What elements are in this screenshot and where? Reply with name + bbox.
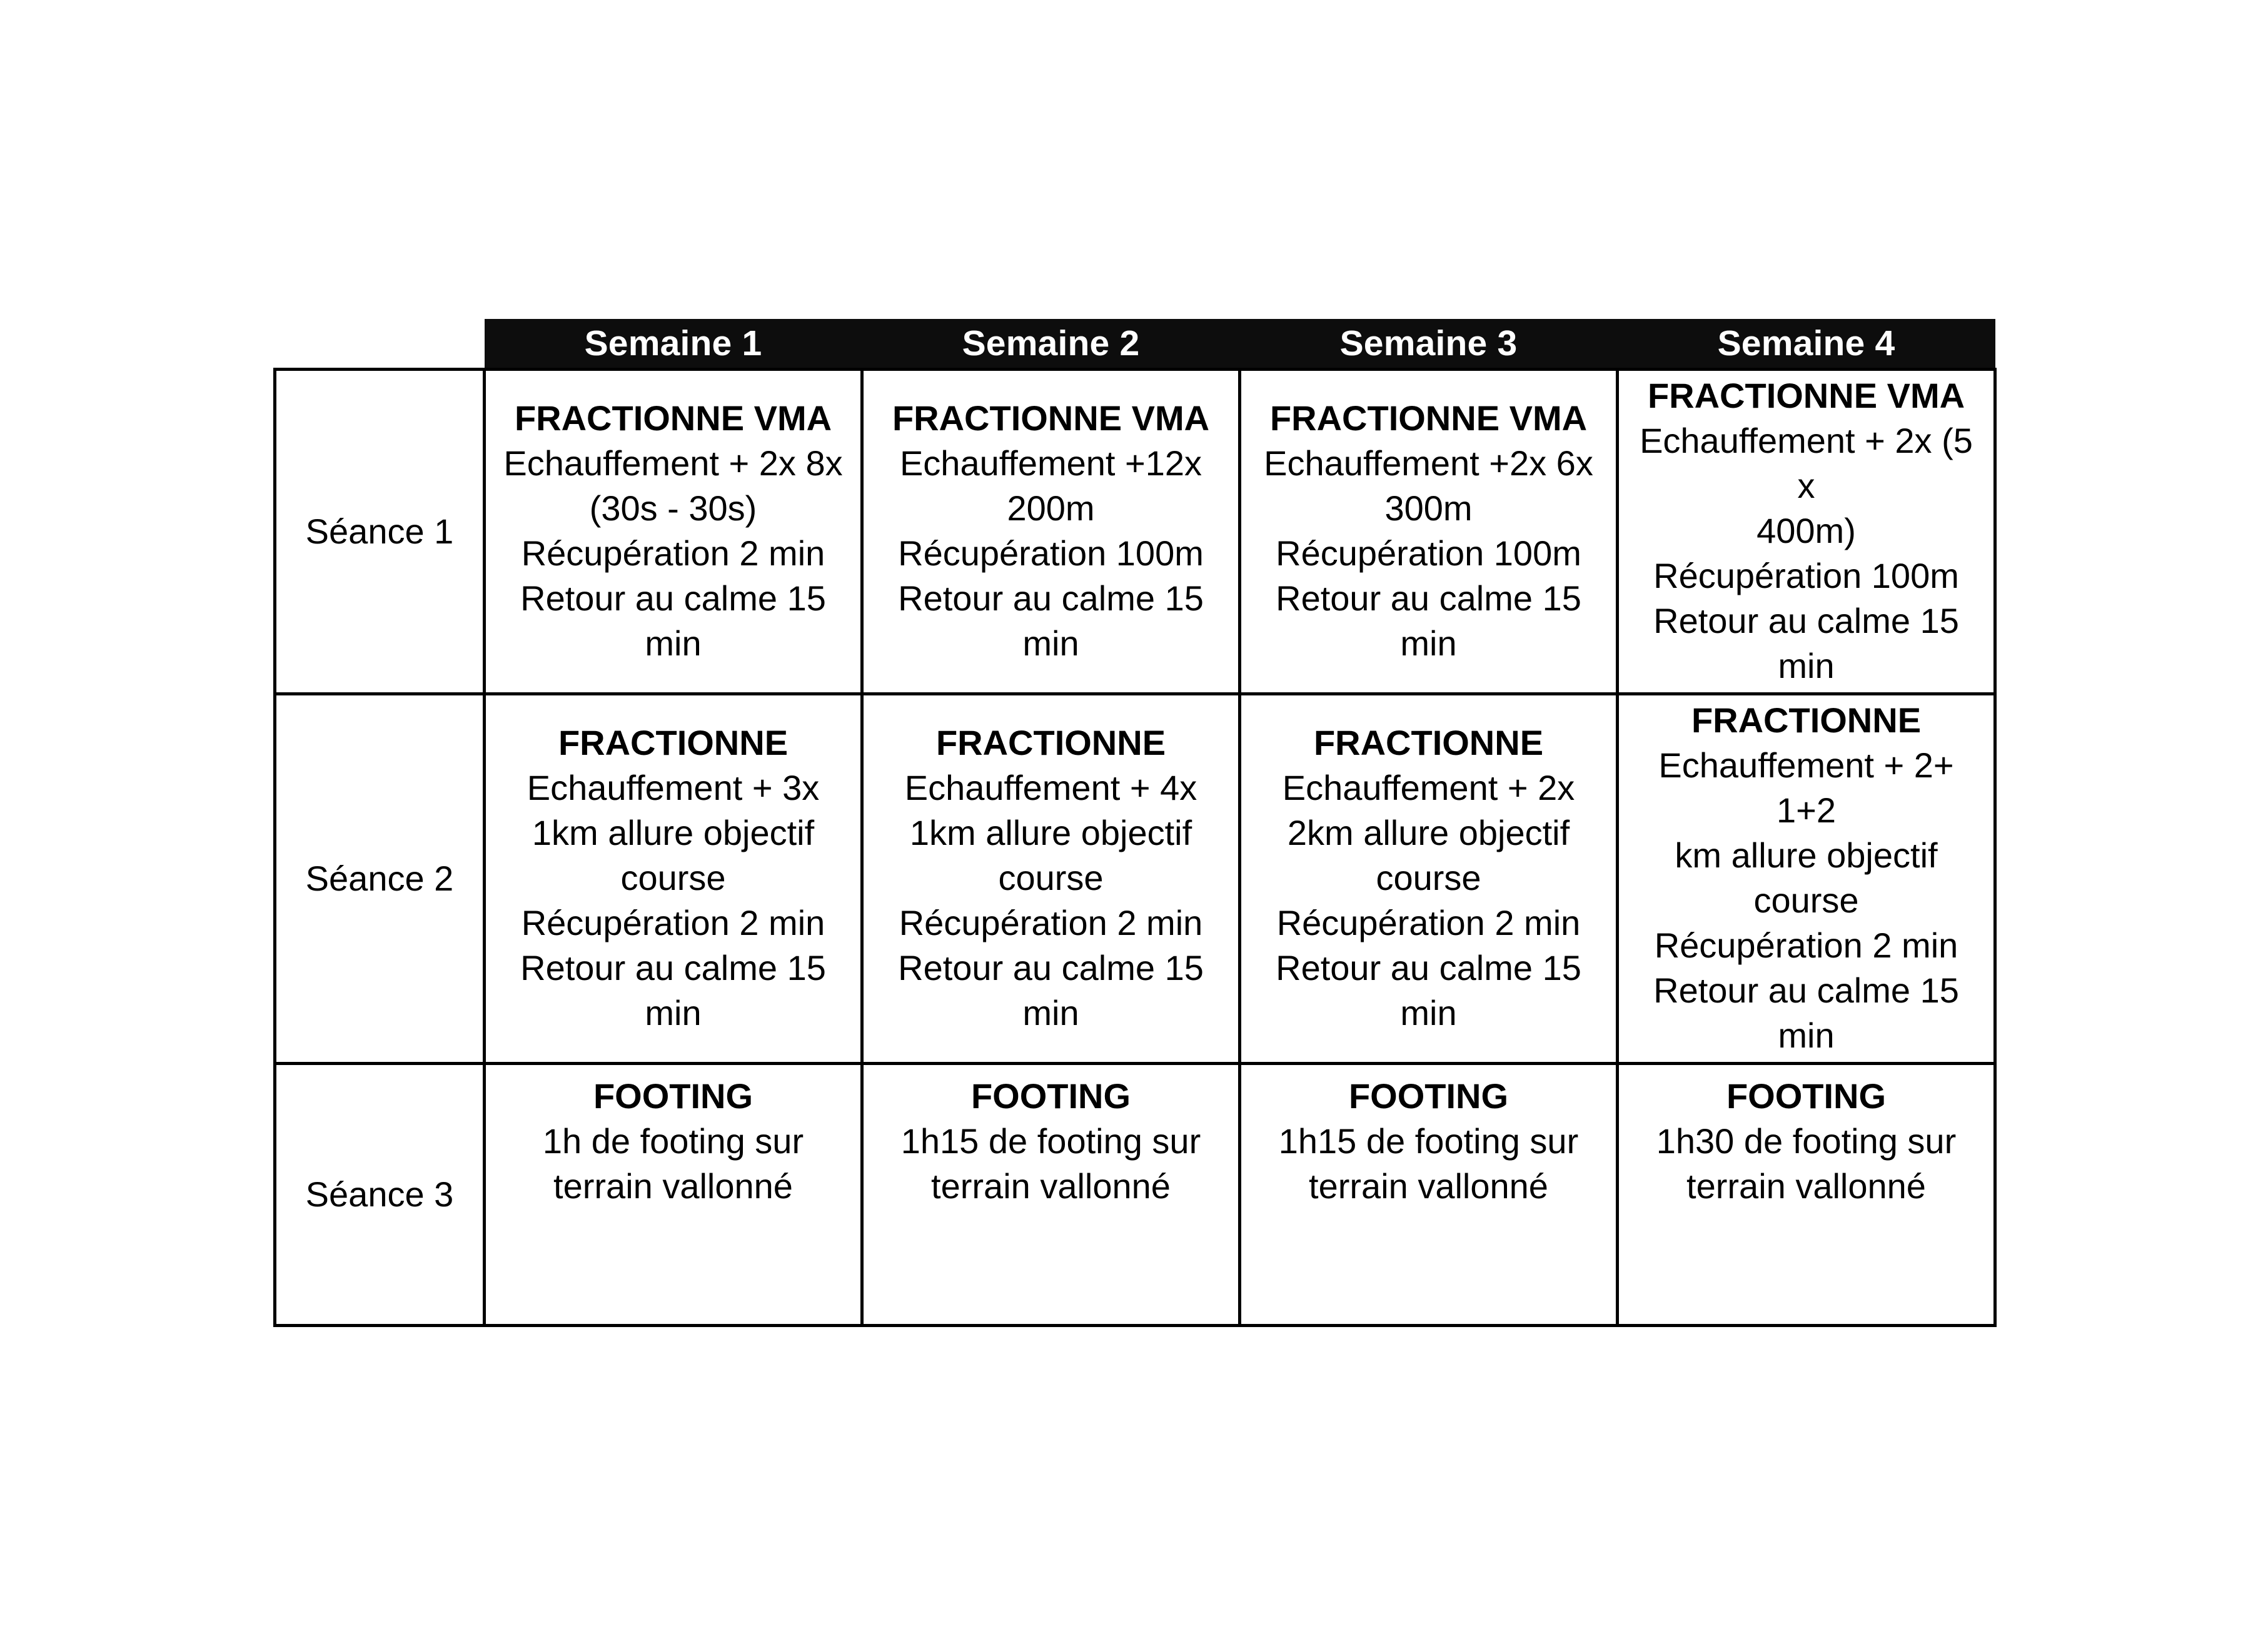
cell-line: 1h30 de footing sur <box>1656 1121 1957 1161</box>
cell-seance2-semaine1 <box>485 694 862 1064</box>
header-row <box>275 319 1995 370</box>
column-header-semaine-2: Semaine 2 <box>862 319 1240 370</box>
table-body <box>275 370 1995 1326</box>
cell-title: FRACTIONNE <box>935 723 1166 762</box>
cell-line: Retour au calme 15 <box>1276 948 1581 987</box>
cell-line: Echauffement + 2x <box>1282 768 1575 807</box>
cell-line: 200m <box>1007 488 1095 528</box>
cell-seance1-semaine3 <box>1240 370 1618 694</box>
cell-title: FRACTIONNE VMA <box>1269 398 1588 438</box>
cell-line: 300m <box>1384 488 1473 528</box>
cell-line: 1km allure objectif <box>532 813 815 852</box>
cell-line: 1h15 de footing sur <box>900 1121 1201 1161</box>
cell-line: Retour au calme 15 <box>1276 578 1581 618</box>
cell-line: course <box>620 858 726 897</box>
cell-line: min <box>1400 624 1457 663</box>
cell-line: min <box>1400 993 1457 1033</box>
column-header-semaine-4: Semaine 4 <box>1618 319 1995 370</box>
cell-title: FOOTING <box>1726 1076 1887 1116</box>
cell-title: FRACTIONNE <box>558 723 789 762</box>
cell-line: Récupération 2 min <box>521 903 825 942</box>
cell-line: Retour au calme 15 <box>1653 971 1959 1010</box>
cell-line: Retour au calme 15 <box>520 948 826 987</box>
cell-seance1-semaine4 <box>1618 370 1995 694</box>
cell-line: Retour au calme 15 <box>1653 601 1959 640</box>
cell-line: 2km allure objectif <box>1287 813 1570 852</box>
cell-seance3-semaine3 <box>1240 1064 1618 1326</box>
plan-table <box>273 319 1997 1327</box>
table-row <box>275 694 1995 1064</box>
row-label-seance-3: Séance 3 <box>275 1064 485 1326</box>
cell-seance3-semaine2 <box>862 1064 1240 1326</box>
table-row <box>275 370 1995 694</box>
cell-line: terrain vallonné <box>553 1166 793 1206</box>
cell-seance3-semaine1 <box>485 1064 862 1326</box>
cell-line: Echauffement +12x <box>899 443 1202 483</box>
cell-line: Echauffement + 2+ 1+2 <box>1658 745 1954 830</box>
cell-line: min <box>1022 624 1079 663</box>
cell-line: min <box>1022 993 1079 1033</box>
cell-line: Récupération 2 min <box>1654 926 1958 965</box>
cell-line: 1h15 de footing sur <box>1278 1121 1579 1161</box>
cell-line: Echauffement + 2x (5 x <box>1640 421 1973 505</box>
cell-line: min <box>645 993 702 1033</box>
cell-title: FRACTIONNE VMA <box>892 398 1210 438</box>
cell-title: FRACTIONNE VMA <box>514 398 832 438</box>
cell-seance2-semaine4 <box>1618 694 1995 1064</box>
cell-line: 1km allure objectif <box>909 813 1192 852</box>
training-plan-table <box>273 319 1995 1306</box>
cell-line: Echauffement + 2x 8x <box>503 443 843 483</box>
cell-line: 1h de footing sur <box>542 1121 804 1161</box>
cell-line: km allure objectif <box>1675 836 1938 875</box>
table-header <box>275 319 1995 370</box>
cell-line: min <box>1778 646 1835 685</box>
cell-seance3-semaine4 <box>1618 1064 1995 1326</box>
column-header-semaine-1: Semaine 1 <box>485 319 862 370</box>
cell-title: FOOTING <box>593 1076 753 1116</box>
header-corner-blank <box>275 319 485 370</box>
cell-line: Echauffement + 4x <box>904 768 1197 807</box>
cell-title: FRACTIONNE VMA <box>1647 376 1965 415</box>
row-label-seance-1: Séance 1 <box>275 370 485 694</box>
cell-line: min <box>645 624 702 663</box>
cell-line: terrain vallonné <box>1686 1166 1926 1206</box>
cell-line: Récupération 100m <box>1653 556 1959 595</box>
cell-line: Retour au calme 15 <box>520 578 826 618</box>
cell-line: Récupération 100m <box>898 533 1204 573</box>
cell-line: course <box>998 858 1104 897</box>
cell-line: Echauffement +2x 6x <box>1264 443 1593 483</box>
cell-line: (30s - 30s) <box>589 488 757 528</box>
cell-line: Récupération 100m <box>1276 533 1581 573</box>
cell-title: FRACTIONNE <box>1691 700 1922 740</box>
cell-line: terrain vallonné <box>1309 1166 1548 1206</box>
row-label-seance-2: Séance 2 <box>275 694 485 1064</box>
cell-line: Retour au calme 15 <box>898 948 1204 987</box>
cell-line: Echauffement + 3x <box>527 768 820 807</box>
column-header-semaine-3: Semaine 3 <box>1240 319 1618 370</box>
cell-title: FRACTIONNE <box>1313 723 1544 762</box>
cell-title: FOOTING <box>1348 1076 1509 1116</box>
cell-seance1-semaine2 <box>862 370 1240 694</box>
cell-line: Récupération 2 min <box>521 533 825 573</box>
cell-title: FOOTING <box>970 1076 1131 1116</box>
cell-seance1-semaine1 <box>485 370 862 694</box>
cell-seance2-semaine2 <box>862 694 1240 1064</box>
cell-line: Récupération 2 min <box>899 903 1203 942</box>
cell-line: terrain vallonné <box>931 1166 1171 1206</box>
cell-line: course <box>1376 858 1481 897</box>
cell-line: course <box>1753 881 1859 920</box>
cell-line: min <box>1778 1016 1835 1055</box>
cell-seance2-semaine3 <box>1240 694 1618 1064</box>
table-row <box>275 1064 1995 1326</box>
cell-line: 400m) <box>1756 511 1856 550</box>
cell-line: Récupération 2 min <box>1276 903 1581 942</box>
cell-line: Retour au calme 15 <box>898 578 1204 618</box>
